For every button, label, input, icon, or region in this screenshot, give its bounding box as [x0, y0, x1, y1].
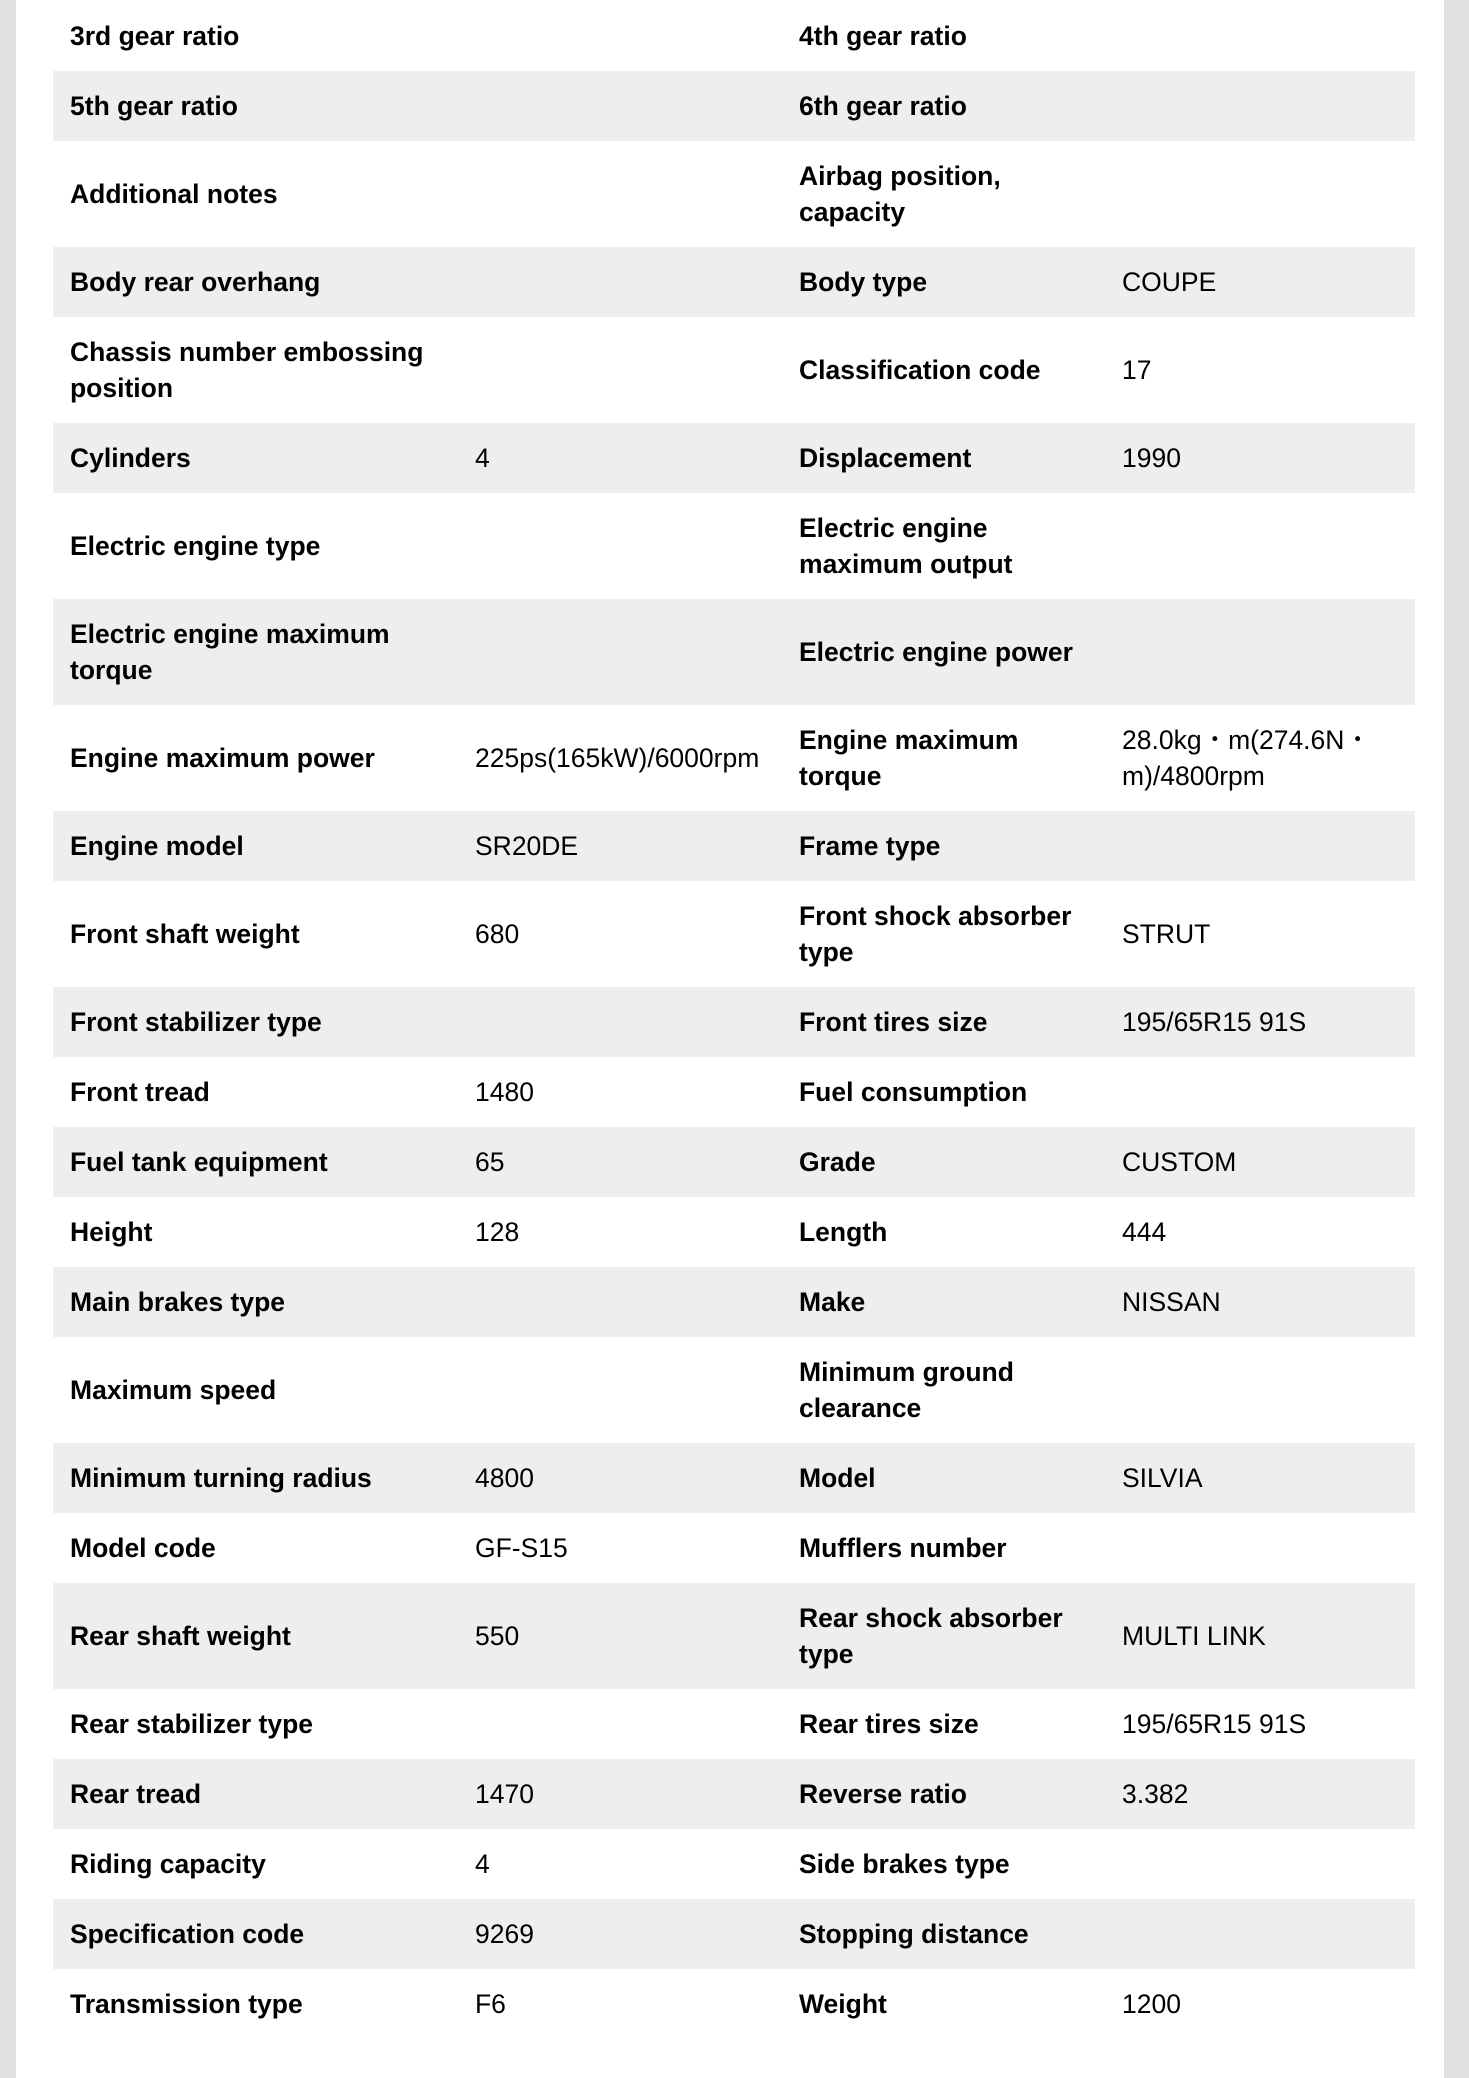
spec-value	[1105, 1057, 1415, 1127]
spec-value: GF-S15	[475, 1533, 568, 1563]
table-row	[53, 1443, 1415, 1513]
spec-value: 1470	[458, 1759, 782, 1829]
spec-value: 3.382	[1105, 1759, 1415, 1829]
spec-label: Side brakes type	[799, 1849, 1010, 1879]
spec-label: Front tires size	[782, 987, 1105, 1057]
spec-label: Transmission type	[70, 1989, 303, 2019]
spec-value: 195/65R15 91S	[1122, 1709, 1307, 1739]
table-row	[53, 247, 1415, 317]
spec-value: 1200	[1122, 1989, 1181, 2019]
spec-value: 128	[475, 1217, 520, 1247]
spec-value	[1105, 1829, 1415, 1899]
table-row	[53, 1197, 1415, 1267]
spec-label: Fuel consumption	[799, 1077, 1028, 1107]
table-row	[53, 1759, 1415, 1829]
specifications-table	[53, 1, 1415, 2039]
spec-label: Classification code	[799, 355, 1041, 385]
table-row	[53, 1583, 1415, 1689]
spec-value: CUSTOM	[1105, 1127, 1415, 1197]
spec-label: Chassis number embossing position	[70, 337, 424, 403]
spec-label: Specification code	[53, 1899, 458, 1969]
spec-value	[458, 247, 782, 317]
table-row	[53, 423, 1415, 493]
spec-value: 1480	[475, 1077, 534, 1107]
spec-value	[458, 599, 782, 705]
spec-value	[1105, 1337, 1415, 1443]
spec-label: Minimum turning radius	[53, 1443, 458, 1513]
spec-value: 550	[458, 1583, 782, 1689]
spec-label: Weight	[799, 1989, 887, 2019]
spec-value	[458, 1337, 782, 1443]
spec-label: 6th gear ratio	[782, 71, 1105, 141]
spec-value: 195/65R15 91S	[1105, 987, 1415, 1057]
spec-label: Additional notes	[70, 179, 278, 209]
table-row	[53, 1, 1415, 71]
spec-label: Electric engine power	[782, 599, 1105, 705]
spec-value	[458, 317, 782, 423]
spec-value	[458, 493, 782, 599]
table-row	[53, 987, 1415, 1057]
spec-value	[1105, 141, 1415, 247]
spec-label: Electric engine maximum output	[799, 513, 1013, 579]
spec-label: Rear tread	[53, 1759, 458, 1829]
spec-label: Rear shaft weight	[53, 1583, 458, 1689]
table-row	[53, 1267, 1415, 1337]
spec-value: COUPE	[1105, 247, 1415, 317]
spec-label: Model code	[70, 1533, 216, 1563]
table-row	[53, 1057, 1415, 1127]
spec-value	[1105, 1513, 1415, 1583]
table-row	[53, 1127, 1415, 1197]
spec-value: 65	[458, 1127, 782, 1197]
spec-label: Displacement	[782, 423, 1105, 493]
specifications-table-body	[53, 1, 1415, 2039]
spec-value	[458, 141, 782, 247]
spec-label: Make	[782, 1267, 1105, 1337]
spec-value	[1105, 811, 1415, 881]
table-row	[53, 1829, 1415, 1899]
spec-value: SR20DE	[458, 811, 782, 881]
spec-label: Fuel tank equipment	[53, 1127, 458, 1197]
spec-label: Airbag position, capacity	[799, 161, 1001, 227]
spec-label: Electric engine maximum torque	[53, 599, 458, 705]
spec-label: Riding capacity	[70, 1849, 266, 1879]
spec-value	[1105, 493, 1415, 599]
spec-value	[1105, 1899, 1415, 1969]
spec-label: Rear shock absorber type	[782, 1583, 1105, 1689]
spec-label: Minimum ground clearance	[799, 1357, 1014, 1423]
table-row	[53, 811, 1415, 881]
spec-label: Electric engine type	[70, 531, 321, 561]
table-row	[53, 493, 1415, 599]
spec-label: Front stabilizer type	[53, 987, 458, 1057]
spec-value: MULTI LINK	[1105, 1583, 1415, 1689]
spec-label: 3rd gear ratio	[70, 21, 240, 51]
spec-label: Cylinders	[53, 423, 458, 493]
table-row	[53, 1337, 1415, 1443]
spec-value	[1105, 71, 1415, 141]
spec-value	[458, 71, 782, 141]
spec-label: 5th gear ratio	[53, 71, 458, 141]
table-row	[53, 141, 1415, 247]
spec-value: 225ps(165kW)/6000rpm	[475, 743, 760, 773]
table-row	[53, 705, 1415, 811]
spec-label: Maximum speed	[70, 1375, 277, 1405]
table-row	[53, 1969, 1415, 2039]
table-row	[53, 881, 1415, 987]
spec-value: 17	[1122, 355, 1152, 385]
spec-value	[458, 1689, 782, 1759]
spec-label: Stopping distance	[782, 1899, 1105, 1969]
spec-label: Mufflers number	[799, 1533, 1007, 1563]
spec-value: STRUT	[1122, 919, 1211, 949]
table-row	[53, 71, 1415, 141]
spec-value: 4	[475, 1849, 490, 1879]
spec-value: 444	[1122, 1217, 1167, 1247]
spec-label: 4th gear ratio	[799, 21, 967, 51]
spec-label: Front tread	[70, 1077, 210, 1107]
spec-label: Main brakes type	[53, 1267, 458, 1337]
spec-value: 4	[458, 423, 782, 493]
spec-value: NISSAN	[1105, 1267, 1415, 1337]
spec-value: 28.0kg・m(274.6N・m)/4800rpm	[1122, 725, 1371, 791]
spec-label: Frame type	[782, 811, 1105, 881]
spec-label: Front shaft weight	[70, 919, 300, 949]
spec-label: Engine maximum power	[70, 743, 375, 773]
spec-label: Body rear overhang	[53, 247, 458, 317]
spec-value: SILVIA	[1105, 1443, 1415, 1513]
spec-label: Engine maximum torque	[799, 725, 1019, 791]
spec-value: 1990	[1105, 423, 1415, 493]
spec-value: 680	[475, 919, 520, 949]
spec-label: Body type	[782, 247, 1105, 317]
spec-label: Engine model	[53, 811, 458, 881]
spec-label: Rear stabilizer type	[70, 1709, 314, 1739]
table-row	[53, 1899, 1415, 1969]
spec-label: Height	[70, 1217, 153, 1247]
table-row	[53, 1513, 1415, 1583]
table-row	[53, 599, 1415, 705]
spec-label: Reverse ratio	[782, 1759, 1105, 1829]
spec-label: Rear tires size	[799, 1709, 979, 1739]
spec-label: Grade	[782, 1127, 1105, 1197]
spec-value	[1105, 1, 1415, 71]
spec-value: 4800	[458, 1443, 782, 1513]
spec-label: Model	[782, 1443, 1105, 1513]
spec-label: Front shock absorber type	[799, 901, 1072, 967]
spec-value	[458, 987, 782, 1057]
spec-value	[458, 1267, 782, 1337]
table-row	[53, 1689, 1415, 1759]
spec-value	[458, 1, 782, 71]
spec-label: Length	[799, 1217, 888, 1247]
spec-value: F6	[475, 1989, 506, 2019]
table-row	[53, 317, 1415, 423]
spec-value	[1105, 599, 1415, 705]
spec-sheet	[16, 0, 1444, 2078]
spec-value: 9269	[458, 1899, 782, 1969]
